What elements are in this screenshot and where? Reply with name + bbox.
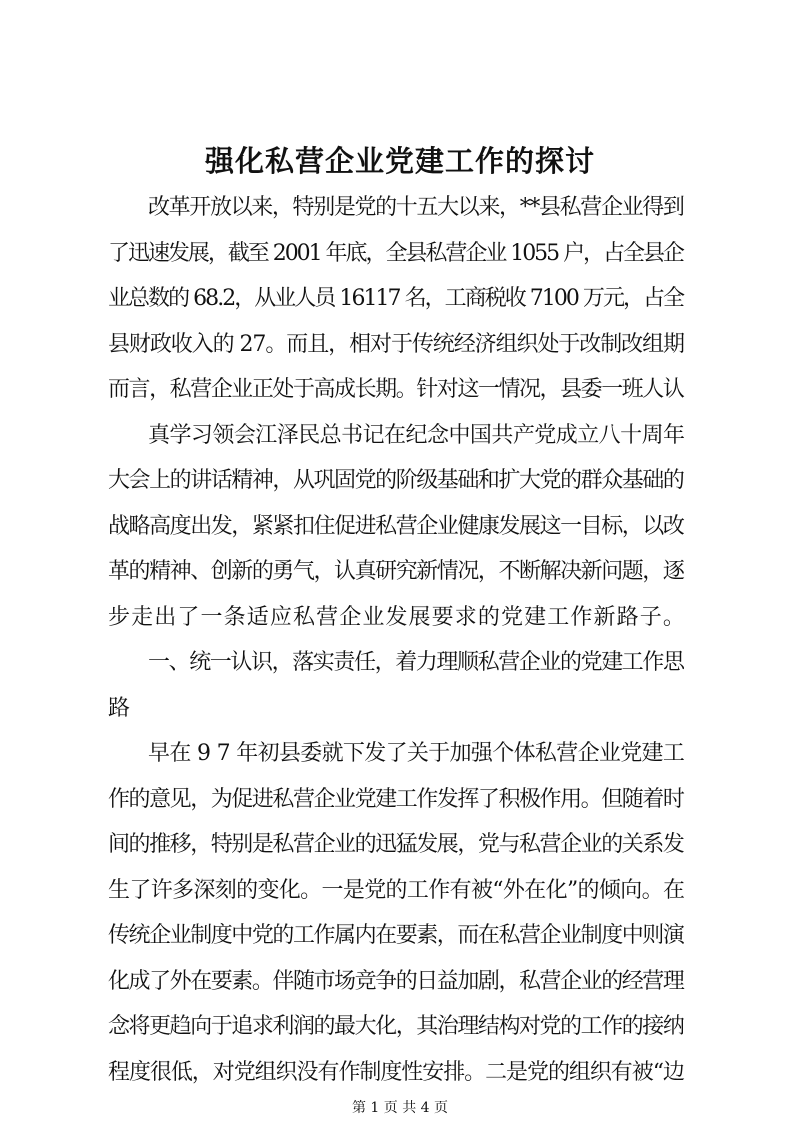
body-line: 念将更趋向于追求利润的最大化，其治理结构对党的工作的接纳 <box>108 1014 684 1039</box>
body-line: 间的推移，特别是私营企业的迅猛发展，党与私营企业的关系发 <box>108 832 684 857</box>
body-line: 战略高度出发，紧紧扣住促进私营企业健康发展这一目标，以改 <box>108 514 684 539</box>
body-line: 革的精神、创新的勇气，认真研究新情况，不断解决新问题，逐 <box>108 559 684 584</box>
body-line: 而言，私营企业正处于高成长期。针对这一情况，县委一班人认 <box>108 377 684 402</box>
body-line: 改革开放以来，特别是党的十五大以来，**县私营企业得到 <box>148 195 684 220</box>
body-line: 早在 9 7 年初县委就下发了关于加强个体私营企业党建工 <box>148 741 685 766</box>
body-line: 真学习领会江泽民总书记在纪念中国共产党成立八十周年 <box>148 423 685 448</box>
body-line: 业总数的 68.2，从业人员 16117 名，工商税收 7100 万元，占全 <box>108 286 684 311</box>
body-line: 了迅速发展，截至 2001 年底，全县私营企业 1055 户，占全县企 <box>108 241 683 266</box>
body-line: 作的意见，为促进私营企业党建工作发挥了积极作用。但随着时 <box>108 787 684 812</box>
page-footer: 第 1 页 共 4 页 <box>351 1100 449 1116</box>
document-title: 强化私营企业党建工作的探讨 <box>204 144 595 178</box>
body-line: 大会上的讲话精神，从巩固党的阶级基础和扩大党的群众基础的 <box>108 468 684 493</box>
body-line: 化成了外在要素。伴随市场竞争的日益加剧，私营企业的经营理 <box>108 969 684 994</box>
section-heading-line: 一、统一认识，落实责任，着力理顺私营企业的党建工作思 <box>148 650 684 675</box>
body-line: 传统企业制度中党的工作属内在要素，而在私营企业制度中则演 <box>108 923 684 948</box>
body-line: 生了许多深刻的变化。一是党的工作有被“外在化”的倾向。在 <box>108 878 685 903</box>
body-line: 步走出了一条适应私营企业发展要求的党建工作新路子。 <box>108 605 687 630</box>
section-heading-line: 路 <box>108 696 131 721</box>
body-line: 县财政收入的 27。而且，相对于传统经济组织处于改制改组期 <box>108 332 684 357</box>
body-line: 程度很低，对党组织没有作制度性安排。二是党的组织有被“边 <box>108 1060 684 1085</box>
